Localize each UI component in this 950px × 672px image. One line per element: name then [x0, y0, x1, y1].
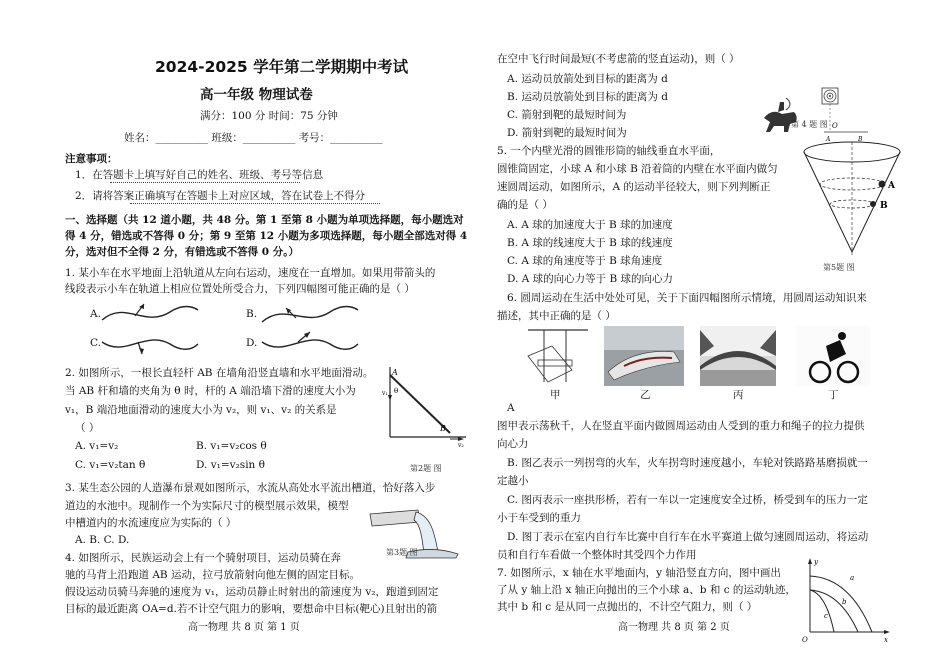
q6-opt-d-line2: 员和自行车看做一个整体时其受四个力作用 [497, 549, 697, 561]
fig7-label-b: b [842, 598, 847, 606]
q4-horse-archer-figure [760, 86, 870, 142]
q1-figure-d [260, 328, 360, 360]
q6-opt-a-mark: A [507, 402, 515, 414]
q4-opt-d: D. 箭射到靶的最短时间为 [507, 127, 627, 139]
q6-swing-photo [522, 326, 592, 386]
notice-title: 注意事项： [65, 153, 118, 165]
q4-caption: 第 4 题 图 [791, 120, 828, 129]
section1-line3: 分，选对但不全得 2 分，有错选或不答得 0 分。） [65, 246, 299, 258]
fig7-label-y: y [814, 558, 818, 566]
q7-line3: 其中 b 和 c 是从同一点抛出的，不计空气阻力，则（ ） [497, 601, 758, 613]
q5-opt-a: A. A 球的加速度大于 B 球的加速度 [507, 219, 673, 231]
q4-opt-b: B. 运动员放箭处到目标的距离为 d [507, 91, 668, 103]
q2-opt-b: B. v₁=v₂cos θ [196, 440, 267, 452]
q7-trajectory-figure [800, 556, 892, 644]
q1-opt-b: B. [246, 308, 258, 320]
q1-figure-c [100, 328, 200, 360]
fig2-label-v2: v₂ [458, 442, 464, 449]
q1-figure-b [260, 298, 360, 330]
fig5-label-b: B [880, 201, 888, 211]
q2-opt-d: D. v₁=v₂sin θ [196, 459, 265, 471]
section1-line2: 得 4 分，错选或不答得 0 分；第 9 至第 12 小题为多项选择题，每小题全部选对得 4 [65, 230, 468, 242]
q3-line2: 道边的水池中。现制作一个为实际尺寸的模型展示效果，模型 [65, 500, 349, 512]
q6-label-jia: 甲 [550, 389, 561, 401]
q6-opt-a-line1: 图甲表示荡秋千，人在竖直平面内做圆周运动由人受到的重力和绳子的拉力提供 [497, 420, 865, 432]
q1-opt-a: A. [90, 308, 101, 320]
page1-footer: 高一物理 共 8 页 第 1 页 [188, 622, 300, 633]
q1-opt-c: C. [90, 337, 101, 349]
name-line: 姓名：__________ 班级：__________ 考号：__________ [124, 132, 383, 144]
q6-line2: 描述，其中正确的是（ ） [497, 310, 616, 322]
fig7-label-o: O [802, 636, 808, 644]
q6-cyclist-photo [796, 326, 870, 386]
q3-caption: 第3题 图 [386, 548, 418, 557]
q4-line3: 假设运动员骑马奔驰的速度为 v₁，运动员静止时射出的箭速度为 v₂，跑道到固定 [65, 586, 439, 598]
q6-opt-b-line1: B. 图乙表示一列拐弯的火车，火车拐弯时速度越小，车轮对铁路路基磨损就一 [507, 457, 868, 469]
fig4-label-a: A [826, 136, 831, 143]
q1-opt-d: D. [246, 337, 258, 349]
q2-line3: v₁，B 端沿地面滑动的速度大小为 v₂，则 v₁、v₂ 的关系是 [65, 404, 337, 416]
q3-options: A. B. C. D. [75, 534, 130, 546]
q4-line1: 4. 如图所示，民族运动会上有一个骑射项目，运动员骑在奔 [65, 552, 341, 564]
q1-line1: 1. 某小车在水平地面上沿轨道从左向右运动，速度在一直增加。如果用带箭头的 [65, 267, 436, 279]
fig4-label-b: B [858, 136, 863, 143]
fig4-label-o: O [832, 122, 838, 130]
q3-line3: 中槽道内的水流速度应为实际的（ ） [65, 517, 237, 529]
q6-opt-d-line1: D. 图丁表示在室内自行车比赛中自行车在水平赛道上做匀速圆周运动，将运动 [507, 531, 869, 543]
section1-line1: 一、选择题（共 12 道小题，共 48 分。第 1 至第 8 小题为单项选择题，每小题选对 [65, 214, 464, 226]
fig5-label-a: A [888, 181, 895, 191]
q5-line3: 速圆周运动，如图所示，A 的运动半径较大，则下列判断正 [497, 181, 771, 193]
q6-opt-c-line1: C. 图丙表示一座拱形桥，若有一车以一定速度安全过桥，桥受到车的压力一定 [507, 494, 868, 506]
q4-opt-c: C. 箭射到靶的最短时间为 [507, 109, 627, 121]
q2-caption: 第2题 图 [410, 464, 442, 473]
q5-line2: 圆锥筒固定，小球 A 和小球 B 沿着筒的内壁在水平面内做匀 [497, 163, 778, 175]
q5-line1: 5. 一个内壁光滑的圆锥形筒的轴线垂直水平面， [497, 145, 721, 157]
q5-opt-d: D. A 球的向心力等于 B 球的向心力 [507, 273, 674, 285]
q5-opt-b: B. A 球的线速度大于 B 球的线速度 [507, 237, 673, 249]
q4-line2: 驰的马背上沿跑道 AB 运动，拉弓放箭射向他左侧的固定目标。 [65, 569, 360, 581]
q4-line4: 目标的最近距离 OA=d.若不计空气阻力的影响，要想命中目标(靶心)且射出的箭 [65, 603, 438, 615]
fig7-label-c: c [824, 612, 828, 620]
fig2-label-theta: θ [394, 387, 399, 395]
q2-line4: （ ） [75, 422, 100, 434]
q6-opt-c-line2: 小于车受到的重力 [497, 512, 581, 524]
q6-opt-a-line2: 向心力 [497, 438, 529, 450]
q5-opt-c: C. A 球的角速度等于 B 球角速度 [507, 255, 663, 267]
q2-opt-a: A. v₁=v₂ [75, 440, 119, 452]
exam-info: 满分：100 分 时间：75 分钟 [200, 110, 338, 122]
page2-footer: 高一物理 共 8 页 第 2 页 [618, 622, 730, 633]
fig7-label-a: a [850, 574, 855, 582]
q2-figure [378, 365, 468, 449]
emphasis-dots [130, 203, 380, 204]
q3-line1: 3. 某生态公园的人造瀑布景观如图所示，水流从高处水平流出槽道，恰好落入步 [65, 482, 436, 494]
q6-arch-bridge-photo [700, 326, 776, 386]
q2-opt-c: C. v₁=v₂tan θ [75, 459, 146, 471]
q6-label-ding: 丁 [828, 389, 839, 401]
notice-2: 2．请将答案正确填写在答题卡上对应区域，答在试卷上不得分 [75, 190, 366, 202]
q5-line4: 确的是（ ） [497, 199, 553, 211]
q4-cont: 在空中飞行时间最短(不考虑箭的竖直运动)，则（ ） [497, 53, 740, 65]
q5-caption: 第5题 图 [823, 263, 855, 272]
q7-line1: 7. 如图所示，x 轴在水平地面内，y 轴沿竖直方向，图中画出 [497, 567, 781, 579]
q2-line2: 当 AB 杆和墙的夹角为 θ 时，杆的 A 端沿墙下滑的速度大小为 [65, 385, 356, 397]
q1-figure-a [100, 298, 200, 330]
emphasis-dots [110, 182, 300, 183]
q6-label-yi: 乙 [640, 389, 651, 401]
q7-line2: 了从 y 轴上沿 x 轴正向抛出的三个小球 a、b 和 c 的运动轨迹， [497, 584, 796, 596]
exam-title: 2024-2025 学年第二学期期中考试 [155, 58, 409, 76]
q6-label-bing: 丙 [733, 389, 744, 401]
q1-line2: 线段表示小车在轨道上相应位置处所受合力，下列四幅图可能正确的是（ ） [65, 283, 415, 295]
fig2-label-a: A [392, 368, 398, 377]
q4-opt-a: A. 运动员放箭处到目标的距离为 d [507, 73, 668, 85]
notice-1: 1．在答题卡上填写好自己的姓名、班级、考号等信息 [75, 169, 324, 181]
q2-line1: 2. 如图所示，一根长直轻杆 AB 在墙角沿竖直墙和水平地面滑动。 [65, 367, 374, 379]
q6-train-photo [604, 326, 684, 386]
q6-line1: 6. 圆周运动在生活中处处可见，关于下面四幅图所示情境，用圆周运动知识来 [507, 292, 867, 304]
q5-cone-figure [800, 140, 910, 260]
fig2-label-b: B [440, 424, 446, 433]
fig7-label-x: x [884, 636, 888, 644]
q6-opt-b-line2: 定越小 [497, 475, 529, 487]
fig2-label-v1: v₁ [382, 390, 388, 397]
exam-subtitle: 高一年级 物理试卷 [200, 87, 313, 103]
